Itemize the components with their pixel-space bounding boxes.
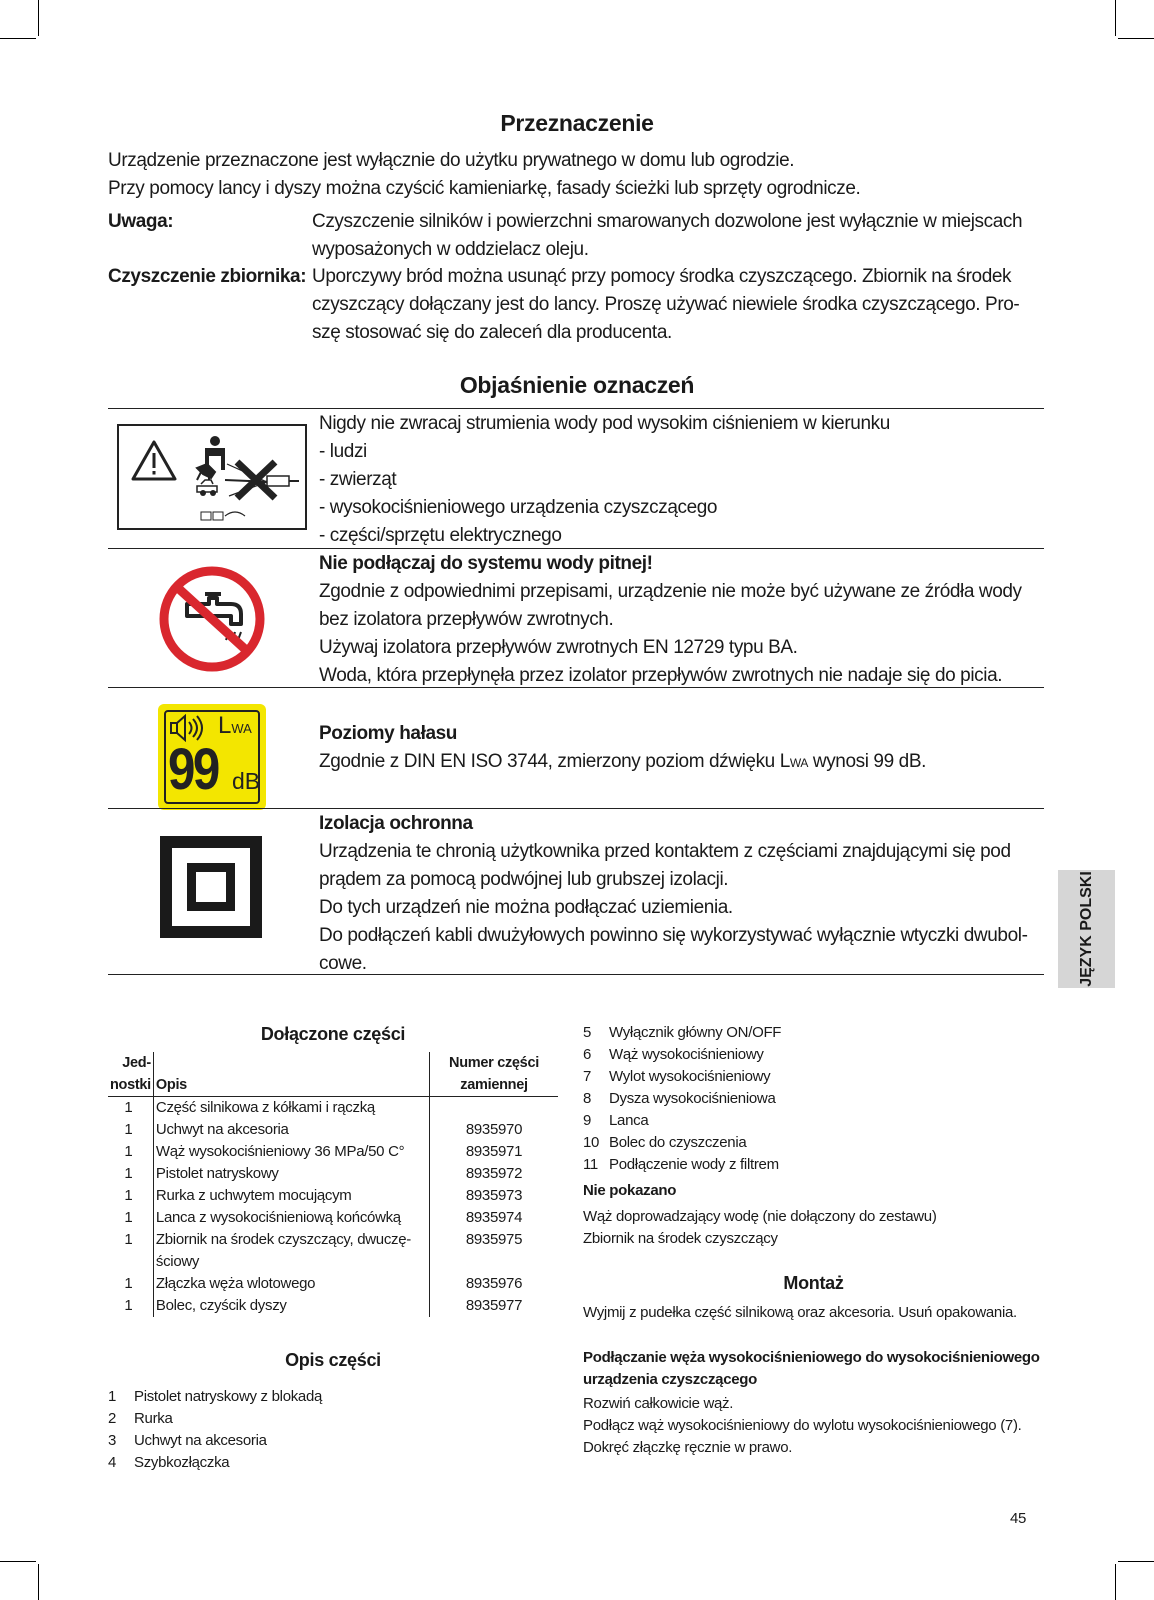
table-row (108, 1097, 558, 1120)
page-number: 45 (1010, 1510, 1027, 1527)
crop-mark (1118, 38, 1154, 39)
crop-mark (38, 0, 39, 36)
intro-line-2: Przy pomocy lancy i dyszy można czyścić kamieniarkę, fasady ścieżki lub sprzęty ogrodnicze. (108, 178, 861, 199)
montaz-steps: Rozwiń całkowicie wąż. Podłącz wąż wysokociśnieniowy do wylotu wysokociśnieniowego (7). Dokręć złączkę ręcznie w prawo. (583, 1395, 1022, 1456)
double-insulation-icon (160, 836, 262, 938)
symbol-4-text: Urządzenia te chronią użytkownika przed kontaktem z częściami znajdującymi się pod prądem za pomocą podwójnej lub grubszej izolacji. Do tych urządzeń nie można podłączać uziemienia. Do podłączeń kabli dwużyłowych powinno się wykorzystywać wyłącznie wtyczki dwubol- cowe. (319, 841, 1028, 974)
desc-cell: Rurka z uchwytem mocującym (153, 1185, 429, 1207)
divider (108, 687, 1044, 688)
divider (108, 808, 1044, 809)
desc-cell: Część silnikowa z kółkami i rączką (153, 1097, 429, 1120)
desc-cell: Lanca z wysokociśnieniową końcówką (153, 1207, 429, 1229)
symbol-4-title: Izolacja ochronna (319, 813, 473, 834)
part-number-cell: 8935971 (465, 1143, 523, 1160)
crop-mark (0, 38, 36, 39)
opis-list-right (583, 1022, 781, 1176)
crop-mark (1115, 1564, 1116, 1600)
part-number-cell (430, 1251, 559, 1273)
table-row (108, 1273, 558, 1295)
qty-cell: 1 (108, 1295, 153, 1317)
desc-cell: Pistolet natryskowy (153, 1163, 429, 1185)
warning-spray-icon (117, 424, 307, 530)
table-row (108, 1141, 558, 1163)
czyszczenie-label: Czyszczenie zbiornika: (108, 266, 307, 287)
no-drinking-water-icon (159, 566, 265, 672)
desc-cell: Zbiornik na środek czyszczący, dwuczę- (153, 1229, 429, 1251)
col-header-opis: Opis (153, 1052, 429, 1097)
list-item: 7 Wylot wysokociśnieniowy (583, 1068, 771, 1085)
table-row (108, 1207, 558, 1229)
part-number-cell: 8935975 (465, 1231, 523, 1248)
lwa-subscript: WA (231, 721, 252, 736)
divider (108, 974, 1044, 975)
part-number-cell: 8935973 (465, 1187, 523, 1204)
part-number-cell: 8935972 (465, 1165, 523, 1182)
section-title-opis: Opis części (285, 1350, 381, 1370)
nie-pokazano-title: Nie pokazano (583, 1182, 677, 1199)
crop-mark (0, 1561, 36, 1562)
section-title-montaz: Montaż (783, 1273, 844, 1293)
crop-mark (1118, 1561, 1154, 1562)
list-item: 4 Szybkozłączka (108, 1454, 230, 1471)
list-item: 8 Dysza wysokociśnieniowa (583, 1090, 776, 1107)
list-item: 1 Pistolet natryskowy z blokadą (108, 1388, 323, 1405)
qty-cell: 1 (108, 1163, 153, 1185)
part-number-cell: 8935974 (465, 1209, 523, 1226)
part-number-cell (430, 1097, 559, 1120)
col-header-numer: Numer części zamiennej (449, 1055, 539, 1093)
noise-level-badge (158, 704, 266, 810)
table-row (108, 1295, 558, 1317)
table-row (108, 1251, 558, 1273)
section-title-oznaczenia: Objaśnienie oznaczeń (459, 372, 695, 398)
crop-mark (1115, 0, 1116, 36)
list-item: 6 Wąż wysokociśnieniowy (583, 1046, 764, 1063)
nie-pokazano-list: Wąż doprowadzający wodę (nie dołączony do zestawu) Zbiornik na środek czyszczący (583, 1208, 937, 1247)
language-side-tab: JĘZYK POLSKI (1058, 870, 1115, 988)
part-number-cell: 8935977 (465, 1297, 523, 1314)
table-row (108, 1185, 558, 1207)
qty-cell: 1 (108, 1097, 153, 1120)
lwa-value: 99 (168, 737, 218, 802)
desc-cell: Bolec, czyścik dyszy (153, 1295, 429, 1317)
czyszczenie-text: Uporczywy bród można usunąć przy pomocy środka czyszczącego. Zbiornik na środek czyszczący dołączany jest do lancy. Proszę używać niewiele środka czyszczącego. Pro- szę stosować się do zaleceń dla producenta. (312, 266, 1020, 343)
qty-cell: 1 (108, 1141, 153, 1163)
uwaga-label: Uwaga: (108, 211, 174, 232)
qty-cell: 1 (108, 1185, 153, 1207)
symbol-2-title: Nie podłączaj do systemu wody pitnej! (319, 553, 653, 574)
opis-list-left (108, 1386, 322, 1474)
divider (108, 408, 1044, 409)
intro-line-1: Urządzenie przeznaczone jest wyłącznie do użytku prywatnego w domu lub ogrodzie. (108, 150, 795, 171)
table-row (108, 1229, 558, 1251)
montaz-subtitle: Podłączanie węża wysokociśnieniowego do wysokociśnieniowego urządzenia czyszczącego (583, 1349, 1040, 1388)
lwa-label: L (218, 712, 232, 739)
table-row (108, 1119, 558, 1141)
desc-cell: ściowy (153, 1251, 429, 1273)
symbol-3-title: Poziomy hałasu (319, 723, 457, 744)
col-header-qty: Jed- nostki (108, 1052, 153, 1097)
crop-mark (38, 1564, 39, 1600)
list-item: 3 Uchwyt na akcesoria (108, 1432, 267, 1449)
desc-cell: Uchwyt na akcesoria (153, 1119, 429, 1141)
symbol-1-text: Nigdy nie zwracaj strumienia wody pod wysokim ciśnieniem w kierunku - ludzi - zwierząt - wysokociśnieniowego urządzenia czyszczącego - części/sprzętu elektrycznego (319, 413, 890, 546)
montaz-text: Wyjmij z pudełka część silnikową oraz akcesoria. Usuń opakowania. (583, 1304, 1017, 1321)
list-item: 11 Podłączenie wody z filtrem (583, 1156, 779, 1173)
symbol-3-text: Zgodnie z DIN EN ISO 3744, zmierzony poziom dźwięku LWA wynosi 99 dB. (319, 751, 926, 772)
lwa-unit: dB (232, 768, 261, 794)
parts-table (108, 1052, 558, 1317)
qty-cell: 1 (108, 1273, 153, 1295)
qty-cell: 1 (108, 1119, 153, 1141)
section-title-przeznaczenie: Przeznaczenie (500, 110, 654, 136)
list-item: 10 Bolec do czyszczenia (583, 1134, 747, 1151)
list-item: 2 Rurka (108, 1410, 173, 1427)
divider (108, 548, 1044, 549)
part-number-cell: 8935976 (465, 1275, 523, 1292)
part-number-cell: 8935970 (465, 1121, 523, 1138)
qty-cell (108, 1251, 153, 1273)
list-item: 5 Wyłącznik główny ON/OFF (583, 1024, 782, 1041)
uwaga-text: Czyszczenie silników i powierzchni smarowanych dozwolone jest wyłącznie w miejscach wyposażonych w oddzielacz oleju. (312, 211, 1023, 260)
table-row (108, 1163, 558, 1185)
desc-cell: Wąż wysokociśnieniowy 36 MPa/50 C° (153, 1141, 429, 1163)
list-item: 9 Lanca (583, 1112, 649, 1129)
desc-cell: Złączka węża wlotowego (153, 1273, 429, 1295)
section-title-dolaczone: Dołączone części (260, 1024, 406, 1044)
symbol-2-text: Zgodnie z odpowiednimi przepisami, urządzenie nie może być używane ze źródła wody bez izolatora przepływów zwrotnych. Używaj izolatora przepływów zwrotnych EN 12729 typu BA. Woda, która przepłynęła przez izolator przepływów zwrotnych nie nadaje się do picia. (319, 581, 1022, 686)
qty-cell: 1 (108, 1229, 153, 1251)
qty-cell: 1 (108, 1207, 153, 1229)
